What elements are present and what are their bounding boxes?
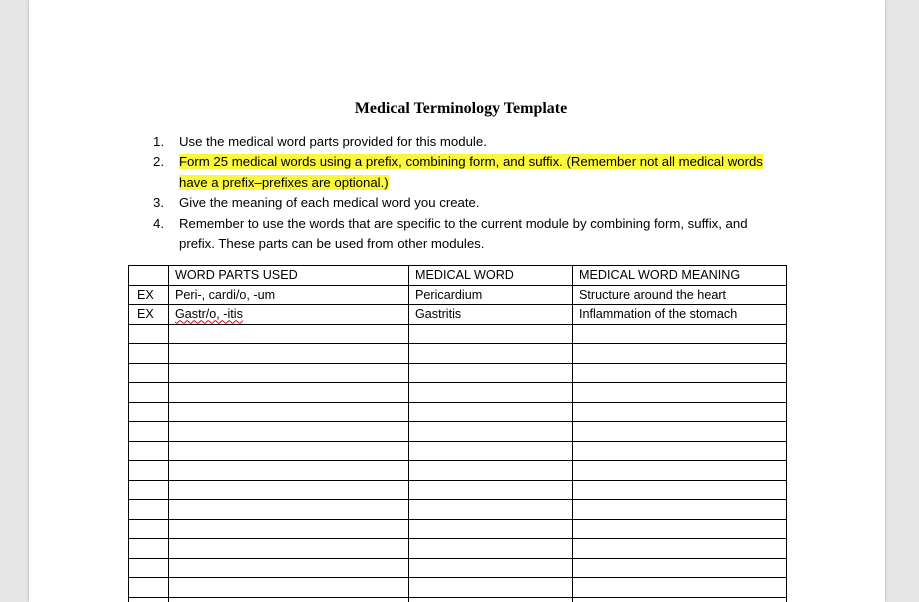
medical-word-cell[interactable]: Pericardium xyxy=(409,285,573,305)
meaning-cell[interactable]: Structure around the heart xyxy=(573,285,787,305)
empty-cell[interactable] xyxy=(129,539,169,559)
empty-cell[interactable] xyxy=(409,383,573,403)
empty-cell[interactable] xyxy=(169,383,409,403)
instruction-text-highlighted: Form 25 medical words using a prefix, combining form, and suffix. (Remember not all medical words have a prefix–prefixes are optional.) xyxy=(179,154,763,190)
empty-cell[interactable] xyxy=(129,402,169,422)
empty-cell[interactable] xyxy=(129,558,169,578)
empty-cell[interactable] xyxy=(169,402,409,422)
empty-cell[interactable] xyxy=(169,461,409,481)
instruction-item-3 xyxy=(153,193,773,213)
empty-cell[interactable] xyxy=(129,363,169,383)
empty-cell[interactable] xyxy=(573,519,787,539)
instruction-number: 1. xyxy=(153,134,164,149)
empty-cell[interactable] xyxy=(573,578,787,598)
empty-table-row xyxy=(129,402,787,422)
row-label-cell[interactable]: EX xyxy=(129,285,169,305)
instruction-text: Give the meaning of each medical word you create. xyxy=(179,195,480,211)
empty-cell[interactable] xyxy=(409,480,573,500)
empty-cell[interactable] xyxy=(129,597,169,602)
word-parts-cell[interactable] xyxy=(169,305,409,325)
empty-cell[interactable] xyxy=(409,461,573,481)
empty-cell[interactable] xyxy=(129,519,169,539)
empty-table-row xyxy=(129,480,787,500)
empty-cell[interactable] xyxy=(573,500,787,520)
empty-table-row xyxy=(129,558,787,578)
empty-table-row xyxy=(129,422,787,442)
instruction-item-4 xyxy=(153,214,773,255)
empty-cell[interactable] xyxy=(129,383,169,403)
empty-table-row xyxy=(129,363,787,383)
header-word-parts-used[interactable]: WORD PARTS USED xyxy=(169,266,409,286)
empty-cell[interactable] xyxy=(409,344,573,364)
empty-cell[interactable] xyxy=(409,500,573,520)
empty-cell[interactable] xyxy=(409,519,573,539)
empty-cell[interactable] xyxy=(573,441,787,461)
empty-cell[interactable] xyxy=(409,597,573,602)
empty-table-row xyxy=(129,441,787,461)
instruction-item-2 xyxy=(153,152,773,193)
empty-cell[interactable] xyxy=(409,539,573,559)
empty-cell[interactable] xyxy=(169,539,409,559)
empty-cell[interactable] xyxy=(129,344,169,364)
empty-cell[interactable] xyxy=(169,500,409,520)
empty-cell[interactable] xyxy=(169,344,409,364)
header-medical-word-meaning[interactable]: MEDICAL WORD MEANING xyxy=(573,266,787,286)
document-page xyxy=(29,0,885,602)
empty-cell[interactable] xyxy=(129,324,169,344)
empty-cell[interactable] xyxy=(573,461,787,481)
empty-cell[interactable] xyxy=(129,578,169,598)
empty-table-row xyxy=(129,500,787,520)
empty-cell[interactable] xyxy=(169,480,409,500)
instructions-list xyxy=(153,132,773,254)
empty-cell[interactable] xyxy=(409,402,573,422)
empty-cell[interactable] xyxy=(169,363,409,383)
header-cell-blank[interactable] xyxy=(129,266,169,286)
instruction-number: 2. xyxy=(153,154,164,170)
empty-cell[interactable] xyxy=(573,402,787,422)
instruction-text: Remember to use the words that are specific to the current module by combining form, suffix, and prefix. These parts can be used from other modules. xyxy=(179,215,748,252)
empty-cell[interactable] xyxy=(573,480,787,500)
empty-cell[interactable] xyxy=(129,500,169,520)
empty-cell[interactable] xyxy=(169,441,409,461)
empty-cell[interactable] xyxy=(409,422,573,442)
empty-cell[interactable] xyxy=(169,558,409,578)
empty-cell[interactable] xyxy=(573,344,787,364)
instruction-number: 3. xyxy=(153,195,164,211)
empty-cell[interactable] xyxy=(573,363,787,383)
meaning-cell[interactable]: Inflammation of the stomach xyxy=(573,305,787,325)
empty-cell[interactable] xyxy=(169,422,409,442)
table-row xyxy=(129,285,787,305)
instruction-number: 4. xyxy=(153,215,164,231)
empty-cell[interactable] xyxy=(573,422,787,442)
empty-table-row xyxy=(129,578,787,598)
empty-cell[interactable] xyxy=(409,441,573,461)
empty-cell[interactable] xyxy=(169,519,409,539)
empty-cell[interactable] xyxy=(129,422,169,442)
empty-cell[interactable] xyxy=(573,597,787,602)
empty-cell[interactable] xyxy=(409,324,573,344)
empty-cell[interactable] xyxy=(409,558,573,578)
empty-cell[interactable] xyxy=(129,480,169,500)
empty-cell[interactable] xyxy=(169,578,409,598)
table-header-row xyxy=(129,266,787,286)
empty-cell[interactable] xyxy=(129,441,169,461)
medical-word-cell[interactable]: Gastritis xyxy=(409,305,573,325)
empty-table-row xyxy=(129,324,787,344)
empty-cell[interactable] xyxy=(409,363,573,383)
instruction-text: Use the medical word parts provided for this module. xyxy=(179,134,487,149)
empty-cell[interactable] xyxy=(573,539,787,559)
instruction-item-1 xyxy=(153,132,773,152)
empty-table-row xyxy=(129,461,787,481)
empty-cell[interactable] xyxy=(169,597,409,602)
empty-table-row xyxy=(129,383,787,403)
empty-table-row xyxy=(129,539,787,559)
empty-cell[interactable] xyxy=(573,558,787,578)
empty-cell[interactable] xyxy=(129,461,169,481)
empty-table-row xyxy=(129,519,787,539)
row-label-cell[interactable]: EX xyxy=(129,305,169,325)
word-parts-cell[interactable]: Peri-, cardi/o, -um xyxy=(169,285,409,305)
empty-cell[interactable] xyxy=(169,324,409,344)
empty-cell[interactable] xyxy=(409,578,573,598)
table-row xyxy=(129,305,787,325)
document-title: Medical Terminology Template xyxy=(354,100,568,117)
empty-table-row xyxy=(129,597,787,602)
empty-table-row xyxy=(129,344,787,364)
terminology-table xyxy=(128,265,787,602)
empty-cell[interactable] xyxy=(573,383,787,403)
empty-cell[interactable] xyxy=(573,324,787,344)
spellcheck-underlined-text: Gastr/o, -itis xyxy=(175,307,243,322)
header-medical-word[interactable]: MEDICAL WORD xyxy=(409,266,573,286)
